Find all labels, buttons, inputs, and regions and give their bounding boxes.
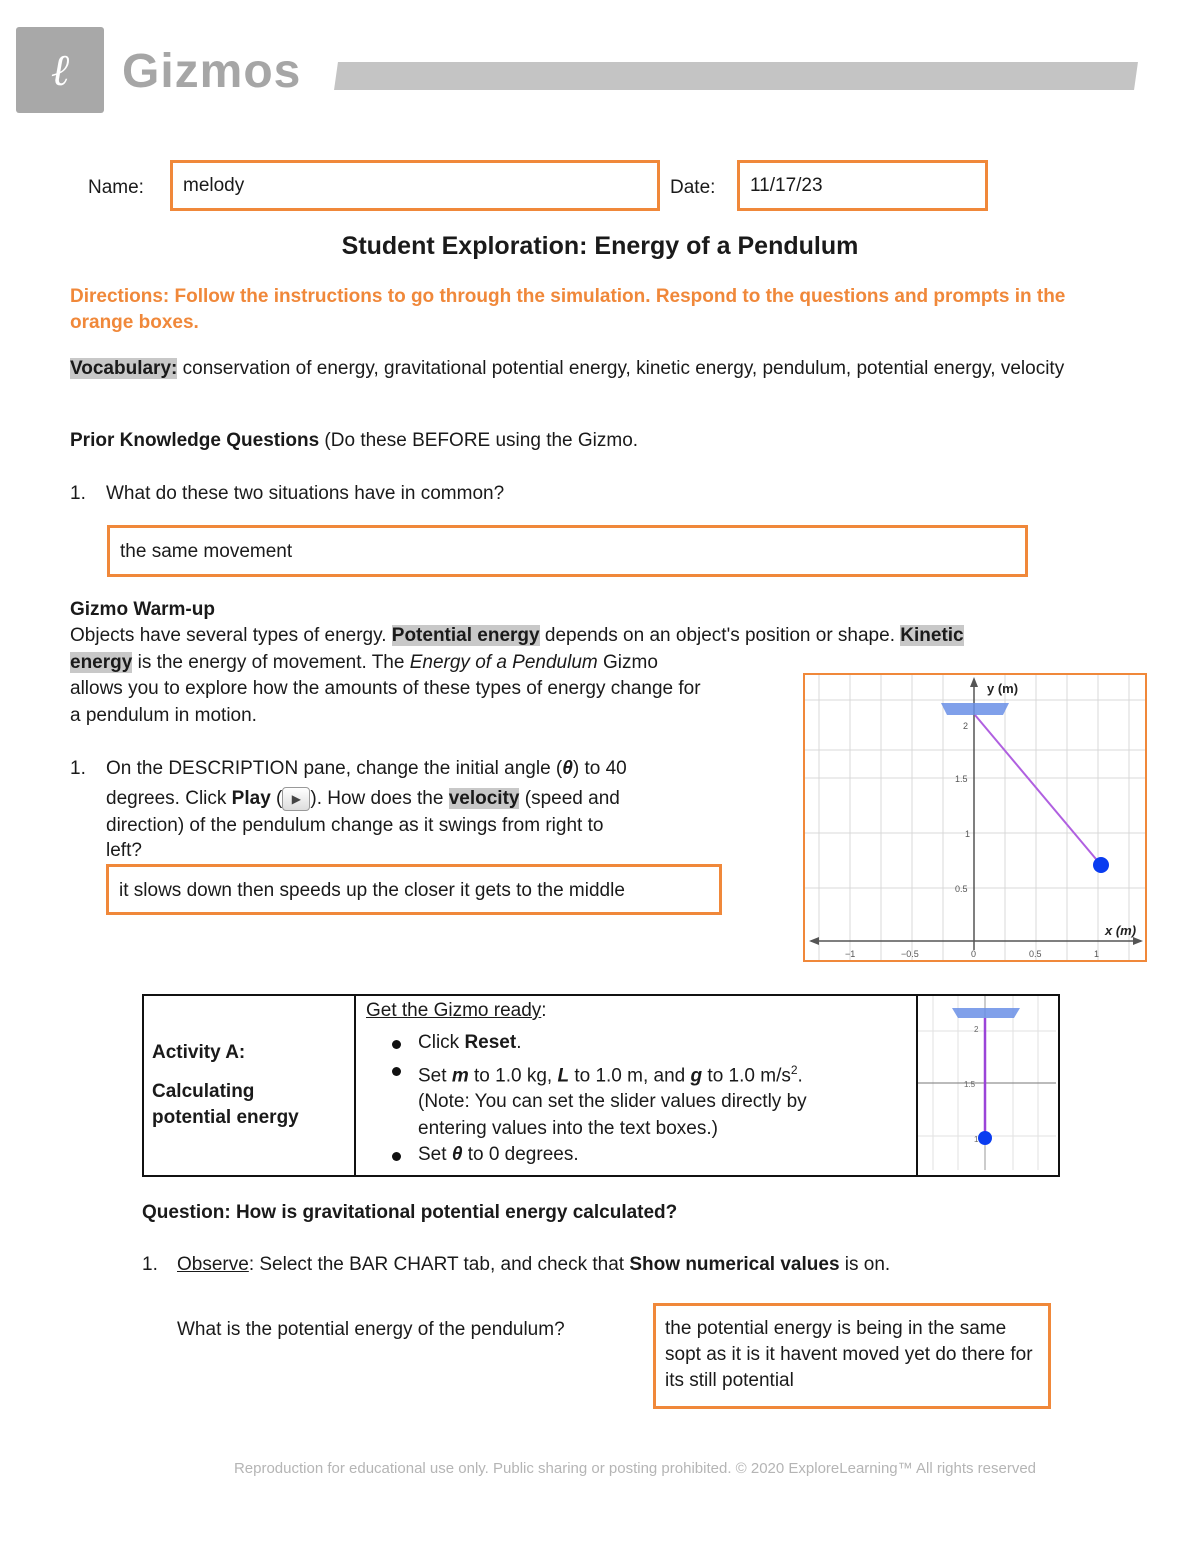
- warmup-p1: Objects have several types of energy.: [70, 625, 392, 646]
- potential-energy-answer: the potential energy is being in the same sopt as it is it havent moved yet do there for its still potential: [665, 1318, 1033, 1391]
- step2-c: to 1.0 m, and: [569, 1064, 691, 1086]
- activity-steps-cell: [355, 995, 917, 1176]
- pendulum-graph-svg: [805, 675, 1145, 960]
- name-value: melody: [183, 175, 245, 196]
- activity-title-cell: [143, 995, 355, 1176]
- theta-symbol-2: θ: [451, 1144, 463, 1166]
- x-tick-neg0-5: −0.5: [901, 949, 919, 959]
- warmup-p3: is the energy of movement. The: [132, 652, 410, 673]
- warmup-p2: depends on an object's position or shape.: [539, 625, 901, 646]
- prior-q1-number: 1.: [70, 483, 86, 504]
- q1-d: (: [270, 788, 283, 809]
- step-set-values: [418, 1057, 916, 1143]
- activity-subtitle-2: potential energy: [152, 1107, 299, 1128]
- term-potential-energy: Potential energy: [391, 625, 540, 646]
- play-icon: ▶: [282, 787, 310, 811]
- potential-energy-answer-box[interactable]: [653, 1303, 1051, 1409]
- prior-q1-text: What do these two situations have in common?: [106, 483, 505, 504]
- step3-a: Set: [418, 1144, 452, 1166]
- step2-d: to 1.0 m/s: [702, 1064, 791, 1086]
- warmup-q1-line2: [106, 786, 620, 812]
- x-tick-0: 0: [971, 949, 977, 959]
- show-numerical-values: Show numerical values: [629, 1254, 840, 1275]
- var-L: L: [557, 1064, 570, 1086]
- y-tick-0-5: 0.5: [955, 884, 968, 894]
- prior-heading-text: Prior Knowledge Questions: [70, 430, 320, 451]
- x-axis-label: x (m): [1105, 923, 1137, 938]
- warmup-paragraph-line1: [70, 623, 1140, 649]
- step-reset: [418, 1030, 916, 1057]
- x-tick-1: 1: [1094, 949, 1100, 959]
- step1-a: Click: [418, 1032, 465, 1053]
- warmup-a1-box[interactable]: [106, 864, 722, 915]
- term-kinetic: Kinetic: [900, 625, 964, 646]
- prior-a1-value: the same movement: [120, 541, 293, 562]
- y-tick-1: 1: [965, 829, 971, 839]
- q1-f: (speed and: [519, 788, 620, 809]
- term-velocity: velocity: [448, 788, 520, 809]
- gizmo-ready-colon: :: [541, 1000, 547, 1021]
- date-label: Date:: [670, 177, 716, 198]
- step1-c: .: [516, 1032, 522, 1053]
- warmup-heading: Gizmo Warm-up: [70, 599, 215, 620]
- q1-c: degrees. Click: [106, 788, 232, 809]
- warmup-paragraph-line4: a pendulum in motion.: [70, 705, 257, 726]
- name-field[interactable]: [170, 160, 660, 211]
- warmup-paragraph-line3: allows you to explore how the amounts of these types of energy change for: [70, 678, 701, 699]
- warmup-a1-value: it slows down then speeds up the closer it gets to the middle: [119, 880, 625, 901]
- q1-a: On the DESCRIPTION pane, change the initial angle (: [106, 758, 563, 779]
- observe-word: Observe: [177, 1254, 249, 1275]
- step2-b: to 1.0 kg,: [468, 1064, 558, 1086]
- pendulum-rest-image: [918, 996, 1056, 1170]
- y-tick-1-5: 1.5: [955, 774, 968, 784]
- term-energy: energy: [70, 652, 133, 673]
- question-heading: Question: How is gravitational potential energy calculated?: [142, 1202, 678, 1223]
- gizmo-name: Energy of a Pendulum: [409, 652, 598, 673]
- date-value: 11/17/23: [750, 175, 823, 196]
- rest-tick-1: 1: [974, 1135, 979, 1144]
- question-q1-number: 1.: [142, 1254, 158, 1275]
- var-m: m: [451, 1064, 469, 1086]
- warmup-q1-line1: [106, 756, 627, 782]
- rest-tick-1-5: 1.5: [964, 1080, 976, 1089]
- activity-subtitle-1: Calculating: [152, 1081, 255, 1102]
- prior-a1-box[interactable]: [107, 525, 1028, 577]
- prior-note: (Do these BEFORE using the Gizmo.: [319, 430, 639, 451]
- y-axis-arrow: [970, 677, 978, 687]
- activity-title: Activity A:: [152, 1042, 246, 1063]
- var-g: g: [690, 1064, 703, 1086]
- pendulum-graph: [803, 673, 1147, 962]
- rest-tick-2: 2: [974, 1025, 979, 1034]
- x-axis-arrow-left: [809, 937, 819, 945]
- question-q1-text: [177, 1252, 890, 1278]
- potential-energy-prompt: What is the potential energy of the pendulum?: [177, 1319, 565, 1340]
- step-set-theta: [418, 1142, 916, 1169]
- pendulum-bob: [1093, 857, 1109, 873]
- gizmos-logo-text: Gizmos: [122, 45, 302, 98]
- x-axis-arrow-right: [1133, 937, 1143, 945]
- x-tick-neg1: −1: [845, 949, 856, 959]
- reset-word: Reset: [464, 1032, 517, 1053]
- setup-steps: [356, 1030, 916, 1169]
- vocabulary-text: conservation of energy, gravitational potential energy, kinetic energy, pendulum, potential energy, velocity: [177, 358, 1065, 379]
- theta-symbol: θ: [562, 758, 573, 779]
- graph-grid: [805, 675, 1145, 960]
- activity-image-cell: [917, 995, 1059, 1176]
- activity-table: [142, 994, 1060, 1177]
- step2-note-1: (Note: You can set the slider values directly by: [418, 1091, 807, 1113]
- q-q1-b: is on.: [839, 1254, 891, 1275]
- warmup-paragraph-line2: [70, 650, 658, 676]
- q1-b: ) to 40: [572, 758, 627, 779]
- header-bar: [334, 62, 1138, 90]
- x-tick-0-5: 0.5: [1029, 949, 1042, 959]
- gizmo-ready-heading: [356, 996, 916, 1024]
- gizmo-ready-text: Get the Gizmo ready: [366, 1000, 542, 1021]
- vocabulary-label: Vocabulary:: [70, 358, 178, 379]
- pendulum-pivot-mount: [941, 703, 1009, 715]
- step2-sup: 2: [790, 1062, 798, 1077]
- directions: Directions: Follow the instructions to go through the simulation. Respond to the questions and prompts in the orange boxes.: [70, 286, 1066, 333]
- footer-copyright: Reproduction for educational use only. Public sharing or posting prohibited. © 2020 ExploreLearning™ All rights reserved: [233, 1460, 1037, 1477]
- gizmos-logo-mark: ℓ: [16, 27, 104, 113]
- warmup-q1-line4: left?: [106, 840, 142, 861]
- y-axis-label: y (m): [987, 681, 1019, 696]
- step2-e: .: [797, 1064, 803, 1086]
- vocabulary: [70, 356, 1140, 382]
- q-q1-a: : Select the BAR CHART tab, and check that: [248, 1254, 630, 1275]
- y-tick-2: 2: [963, 721, 969, 731]
- pendulum-string: [975, 715, 1101, 865]
- warmup-q1-line3: direction) of the pendulum change as it swings from right to: [106, 815, 604, 836]
- date-field[interactable]: [737, 160, 988, 211]
- name-label: Name:: [88, 177, 144, 198]
- step2-a: Set: [418, 1064, 452, 1086]
- page-title: Student Exploration: Energy of a Pendulum: [341, 232, 859, 260]
- step3-b: to 0 degrees.: [462, 1144, 579, 1166]
- play-word: Play: [231, 788, 271, 809]
- q1-e: ). How does the: [310, 788, 449, 809]
- rest-bob: [978, 1131, 992, 1145]
- step2-note-2: entering values into the text boxes.): [418, 1117, 718, 1139]
- warmup-q1-number: 1.: [70, 758, 86, 779]
- warmup-p4: Gizmo: [597, 652, 658, 673]
- prior-knowledge-heading: [70, 428, 638, 454]
- rest-pivot-mount: [952, 1008, 1020, 1018]
